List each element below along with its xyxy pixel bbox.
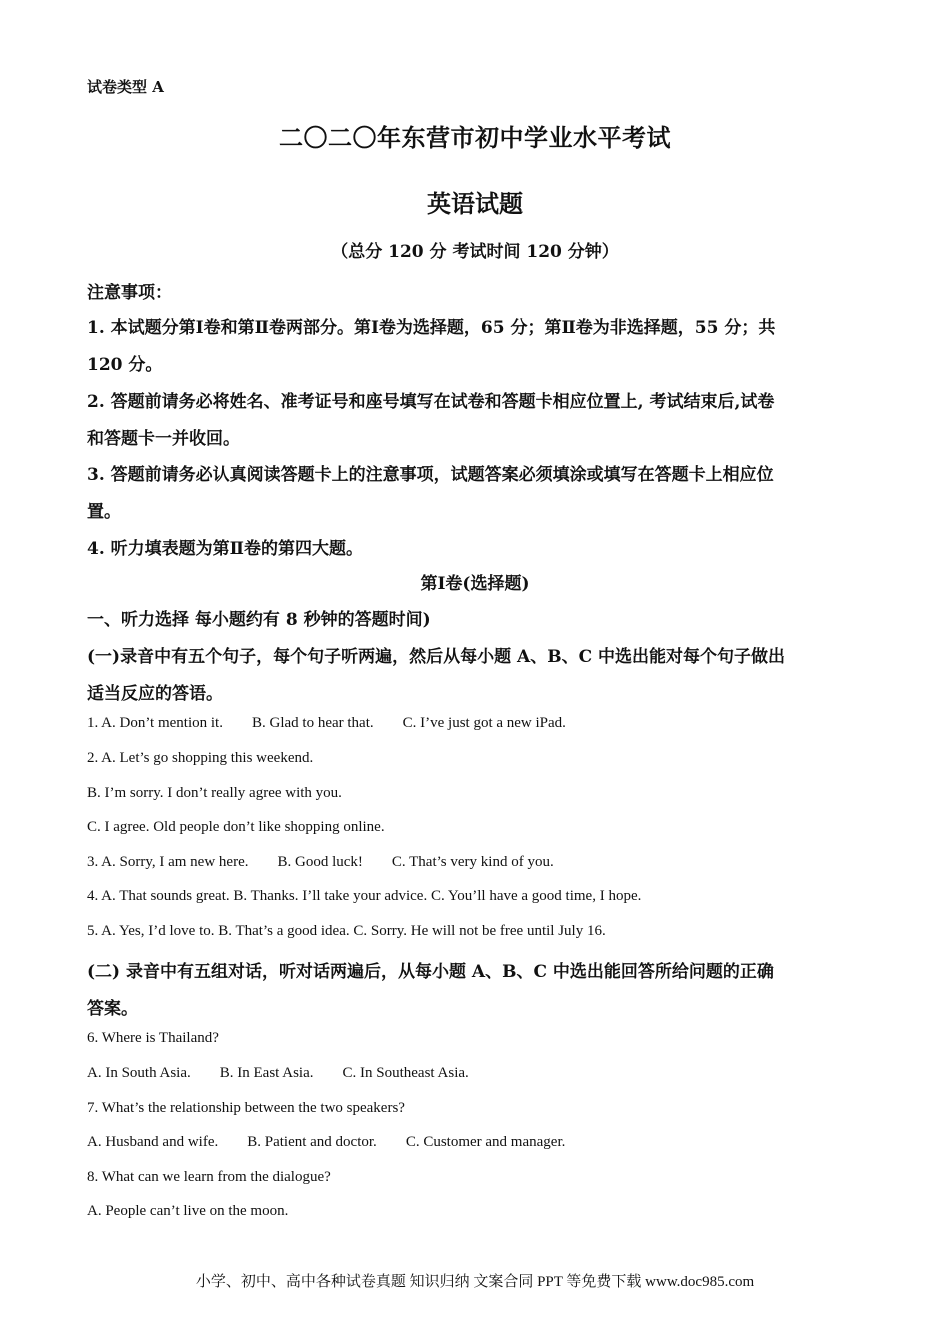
question-8-option-a: A. People can’t live on the moon. [87, 1203, 289, 1219]
section-1-heading: 一、听力选择 每小题约有 8 秒钟的答题时间) [87, 610, 431, 630]
question-8: 8. What can we learn from the dialogue? [87, 1169, 331, 1185]
exam-title: 二〇二〇年东营市初中学业水平考试 [279, 123, 671, 152]
question-2-option-a: 2. A. Let’s go shopping this weekend. [87, 750, 314, 766]
question-7: 7. What’s the relationship between the two speakers? [87, 1100, 405, 1116]
q7-option-b: B. Patient and doctor. [247, 1134, 377, 1150]
question-1 [87, 715, 566, 732]
note-2-line-2: 和答题卡一并收回。 [87, 429, 240, 449]
q7-option-c: C. Customer and manager. [405, 1134, 566, 1150]
q3-option-a: 3. A. Sorry, I am new here. [87, 854, 249, 870]
q1-option-a: 1. A. Don’t mention it. [87, 715, 223, 731]
question-3 [87, 854, 554, 871]
question-5: 5. A. Yes, I’d love to. B. That’s a good idea. C. Sorry. He will not be free until July 16. [87, 923, 606, 939]
exam-info: （总分 120 分 考试时间 120 分钟） [331, 242, 619, 262]
q1-option-c: C. I’ve just got a new iPad. [402, 715, 566, 731]
note-1-line-2: 120 分。 [87, 355, 163, 375]
subsection-1-line-2: 适当反应的答语。 [87, 684, 223, 704]
q6-option-b: B. In East Asia. [219, 1065, 314, 1081]
note-3-line-2: 置。 [87, 502, 121, 522]
question-4: 4. A. That sounds great. B. Thanks. I’ll take your advice. C. You’ll have a good time, I hope. [87, 888, 642, 904]
q7-option-a: A. Husband and wife. [87, 1134, 219, 1150]
note-2-line-1: 2. 答题前请务必将姓名、准考证号和座号填写在试卷和答题卡相应位置上, 考试结束后,试卷 [87, 392, 775, 412]
note-4: 4. 听力填表题为第Ⅱ卷的第四大题。 [87, 539, 363, 559]
subsection-1-line-1: (一)录音中有五个句子，每个句子听两遍，然后从每小题 A、B、C 中选出能对每个句子做出 [87, 647, 786, 667]
paper-type-label: 试卷类型 A [87, 78, 164, 96]
subsection-2-line-2: 答案。 [87, 999, 138, 1019]
exam-subject: 英语试题 [427, 189, 523, 218]
part-1-heading: 第Ⅰ卷(选择题) [420, 574, 530, 594]
note-1-line-1: 1. 本试题分第Ⅰ卷和第Ⅱ卷两部分。第Ⅰ卷为选择题，65 分；第Ⅱ卷为非选择题，55 分；共 [87, 318, 776, 338]
q6-option-c: C. In Southeast Asia. [342, 1065, 469, 1081]
q3-option-c: C. That’s very kind of you. [391, 854, 554, 870]
notes-heading: 注意事项： [87, 283, 172, 303]
footer-text: 小学、初中、高中各种试卷真题 知识归纳 文案合同 PPT 等免费下载 www.doc985.com [195, 1274, 755, 1290]
q6-option-a: A. In South Asia. [87, 1065, 191, 1081]
question-7-options [87, 1134, 565, 1151]
question-2-option-b: B. I’m sorry. I don’t really agree with you. [87, 785, 342, 801]
question-6-options [87, 1065, 469, 1082]
question-2-option-c: C. I agree. Old people don’t like shopping online. [87, 819, 385, 835]
note-3-line-1: 3. 答题前请务必认真阅读答题卡上的注意事项，试题答案必须填涂或填写在答题卡上相应位 [87, 465, 774, 485]
q1-option-b: B. Glad to hear that. [251, 715, 374, 731]
subsection-2-line-1: (二) 录音中有五组对话，听对话两遍后，从每小题 A、B、C 中选出能回答所给问题的正确 [87, 962, 774, 982]
question-6: 6. Where is Thailand? [87, 1030, 219, 1046]
q3-option-b: B. Good luck! [277, 854, 363, 870]
